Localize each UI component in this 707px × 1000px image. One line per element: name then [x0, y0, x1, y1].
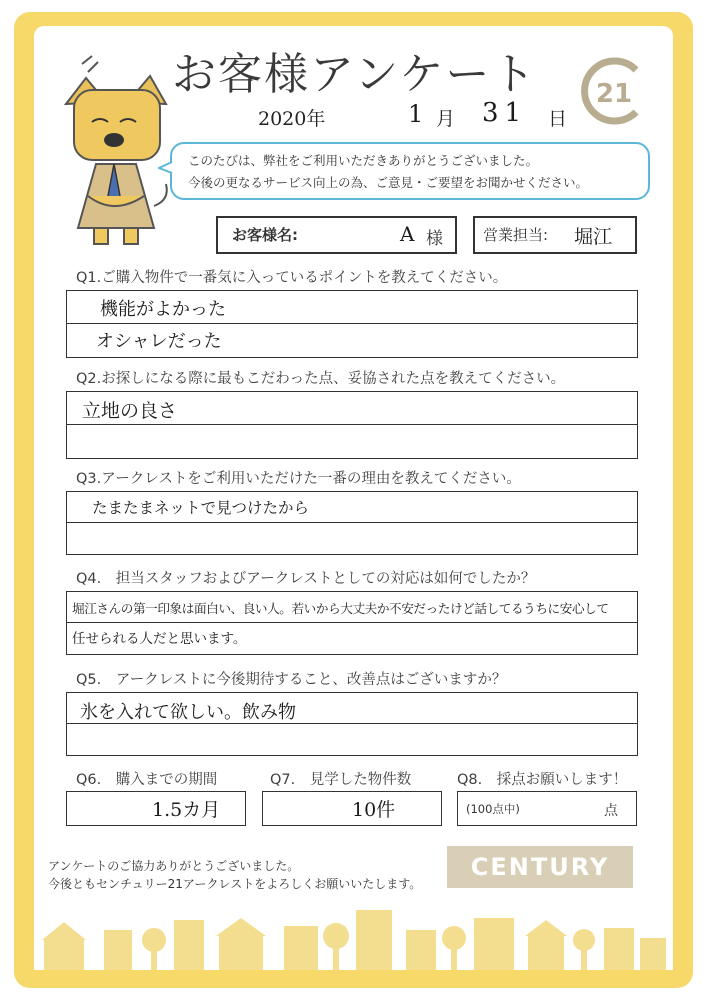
q6-label: Q6. 購入までの期間 [76, 772, 218, 788]
customer-name-suffix: 様 [426, 229, 443, 249]
century21-emblem-icon [578, 56, 648, 126]
q2-label: Q2.お探しになる際に最もこだわった点、妥協された点を教えてください。 [76, 371, 566, 387]
date-month-unit: 月 [436, 108, 456, 130]
q8-prefix: (100点中) [466, 802, 520, 816]
q1-label: Q1.ご購入物件で一番気に入っているポイントを教えてください。 [76, 270, 508, 286]
sales-staff-value: 堀江 [574, 226, 613, 248]
emblem-number: 21 [595, 79, 633, 109]
footer-line-2: 今後ともセンチュリー21アークレストをよろしくお願いいたします。 [48, 877, 422, 891]
q4-label: Q4. 担当スタッフおよびアークレストとしての対応は如何でしたか？ [76, 571, 536, 587]
date-month-value: 1 [408, 100, 424, 128]
q1-answer-line-2: オシャレだった [96, 331, 222, 352]
customer-name-label: お客様名: [232, 226, 298, 244]
date-day-value: 31 [482, 98, 528, 128]
bubble-tail [158, 160, 174, 176]
century21-logo: CENTURY [447, 846, 633, 888]
q3-answer-line-1: たまたまネットで見つけたから [92, 499, 310, 517]
q7-answer: 10件 [352, 799, 396, 821]
q8-suffix: 点 [604, 803, 618, 819]
customer-name-value: A [400, 222, 415, 246]
q5-answer-line-1: 氷を入れて欲しい。飲み物 [80, 702, 296, 723]
sales-staff-label: 営業担当: [483, 226, 549, 244]
q3-label: Q3.アークレストをご利用いただけた一番の理由を教えてください。 [76, 471, 521, 487]
q4-answer-line-1: 堀江さんの第一印象は面白い、良い人。若いから大丈夫か不安だったけど話してるうちに安心して [72, 601, 609, 616]
q7-label: Q7. 見学した物件数 [270, 772, 412, 788]
mascot-dog-illustration [58, 46, 173, 246]
footer-message [48, 857, 421, 893]
date-day-unit: 日 [548, 108, 568, 130]
q2-answer-line-1: 立地の良さ [82, 400, 178, 422]
q1-answer-line-1: 機能がよかった [100, 299, 226, 320]
q6-answer: 1.5カ月 [152, 799, 221, 821]
survey-title: お客様アンケート [172, 49, 538, 100]
date-year: 2020年 [258, 108, 326, 130]
q8-label: Q8. 採点お願いします！ [457, 772, 628, 788]
q4-answer-line-2: 任せられる人だと思います。 [72, 631, 247, 647]
townscape-illustration [34, 900, 673, 970]
greeting-line-2: 今後の更なるサービス向上の為、ご意見・ご要望をお聞かせください。 [188, 175, 589, 190]
footer-line-1: アンケートのご協力ありがとうございました。 [48, 859, 300, 873]
greeting-message [188, 150, 588, 194]
greeting-line-1: このたびは、弊社をご利用いただきありがとうございました。 [188, 153, 539, 168]
q5-label: Q5. アークレストに今後期待すること、改善点はございますか？ [76, 672, 507, 688]
